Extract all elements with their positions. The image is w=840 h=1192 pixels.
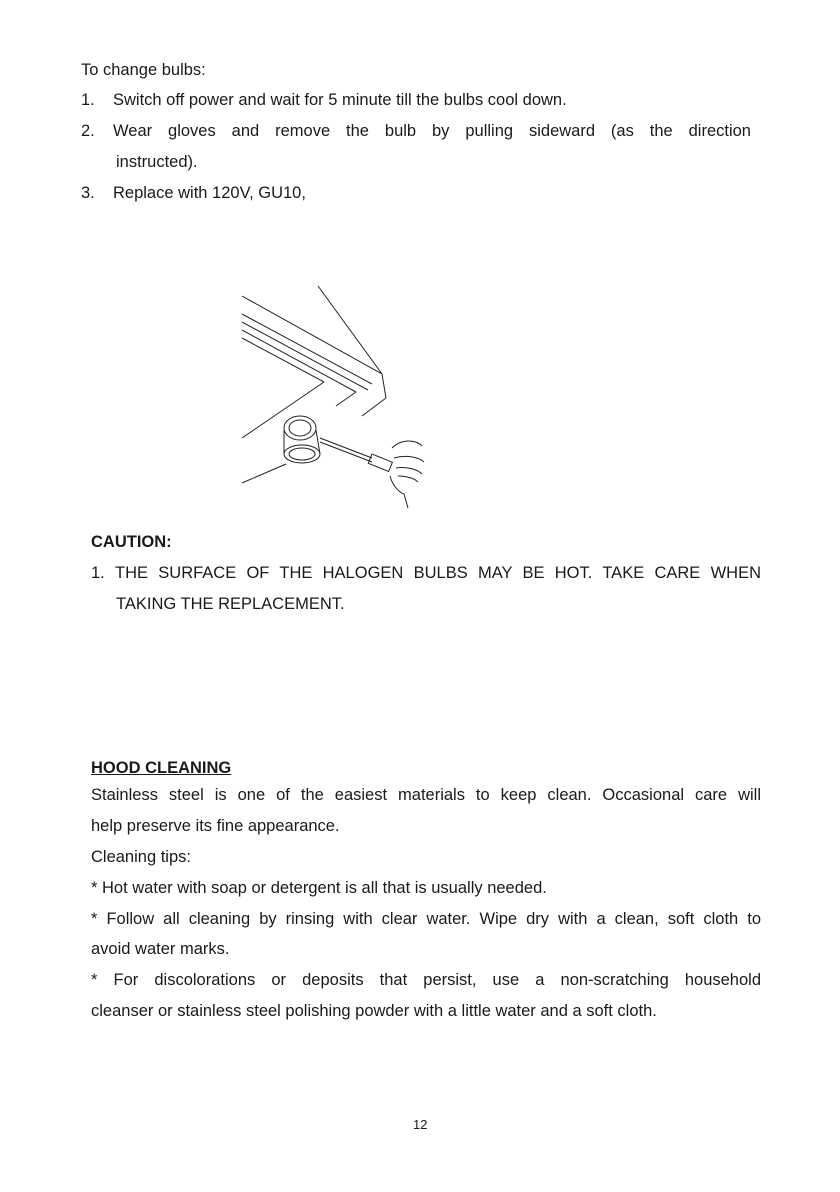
cleaning-tip-3: * For discolorations or deposits that persist, use a non-scratching household	[91, 971, 761, 989]
step-number: 3.	[81, 184, 95, 202]
hood-corner-line	[318, 286, 382, 374]
bulbs-intro: To change bulbs:	[81, 61, 206, 79]
hood-underside-line	[242, 464, 286, 483]
bulb-step-2-continued: instructed).	[116, 153, 198, 171]
step-number: 1.	[81, 91, 95, 109]
cleaning-tip-2-continued: avoid water marks.	[91, 940, 230, 958]
cleaning-heading: HOOD CLEANING	[91, 759, 232, 777]
caution-heading: CAUTION:	[91, 533, 172, 551]
screwdriver-icon	[368, 454, 392, 472]
screwdriver-icon	[320, 442, 372, 462]
step-text: Wear gloves and remove the bulb by pulling sideward (as the direction	[113, 122, 751, 140]
hood-edge-line	[242, 296, 382, 374]
hood-edge-line	[242, 330, 356, 392]
step-text: Replace with 120V, GU10,	[113, 184, 306, 202]
cleaning-tips-label: Cleaning tips:	[91, 848, 191, 866]
step-number: 2.	[81, 122, 95, 140]
hand-icon	[390, 441, 424, 508]
caution-number: 1.	[91, 564, 105, 582]
screwdriver-icon	[320, 438, 372, 458]
cleaning-tip-3-continued: cleanser or stainless steel polishing powder with a little water and a soft cloth.	[91, 1002, 657, 1020]
bulb-icon	[289, 420, 311, 436]
cleaning-paragraph-line: help preserve its fine appearance.	[91, 817, 340, 835]
hood-underside-line	[336, 392, 356, 406]
step-text: Switch off power and wait for 5 minute till the bulbs cool down.	[113, 91, 567, 109]
caution-item-1-continued: TAKING THE REPLACEMENT.	[116, 595, 345, 613]
cleaning-paragraph-line: Stainless steel is one of the easiest materials to keep clean. Occasional care will	[91, 786, 761, 804]
page-number: 12	[413, 1117, 428, 1132]
cleaning-tip-2: * Follow all cleaning by rinsing with clear water. Wipe dry with a clean, soft cloth to	[91, 910, 761, 928]
hood-underside-line	[242, 382, 324, 438]
cleaning-tip-1: * Hot water with soap or detergent is all that is usually needed.	[91, 879, 547, 897]
hood-corner-line	[382, 374, 386, 398]
bulb-replacement-illustration	[232, 278, 432, 508]
bulb-socket-icon	[289, 448, 315, 460]
hood-underside-line	[362, 398, 386, 416]
caution-text: THE SURFACE OF THE HALOGEN BULBS MAY BE HOT. TAKE CARE WHEN	[115, 564, 761, 582]
